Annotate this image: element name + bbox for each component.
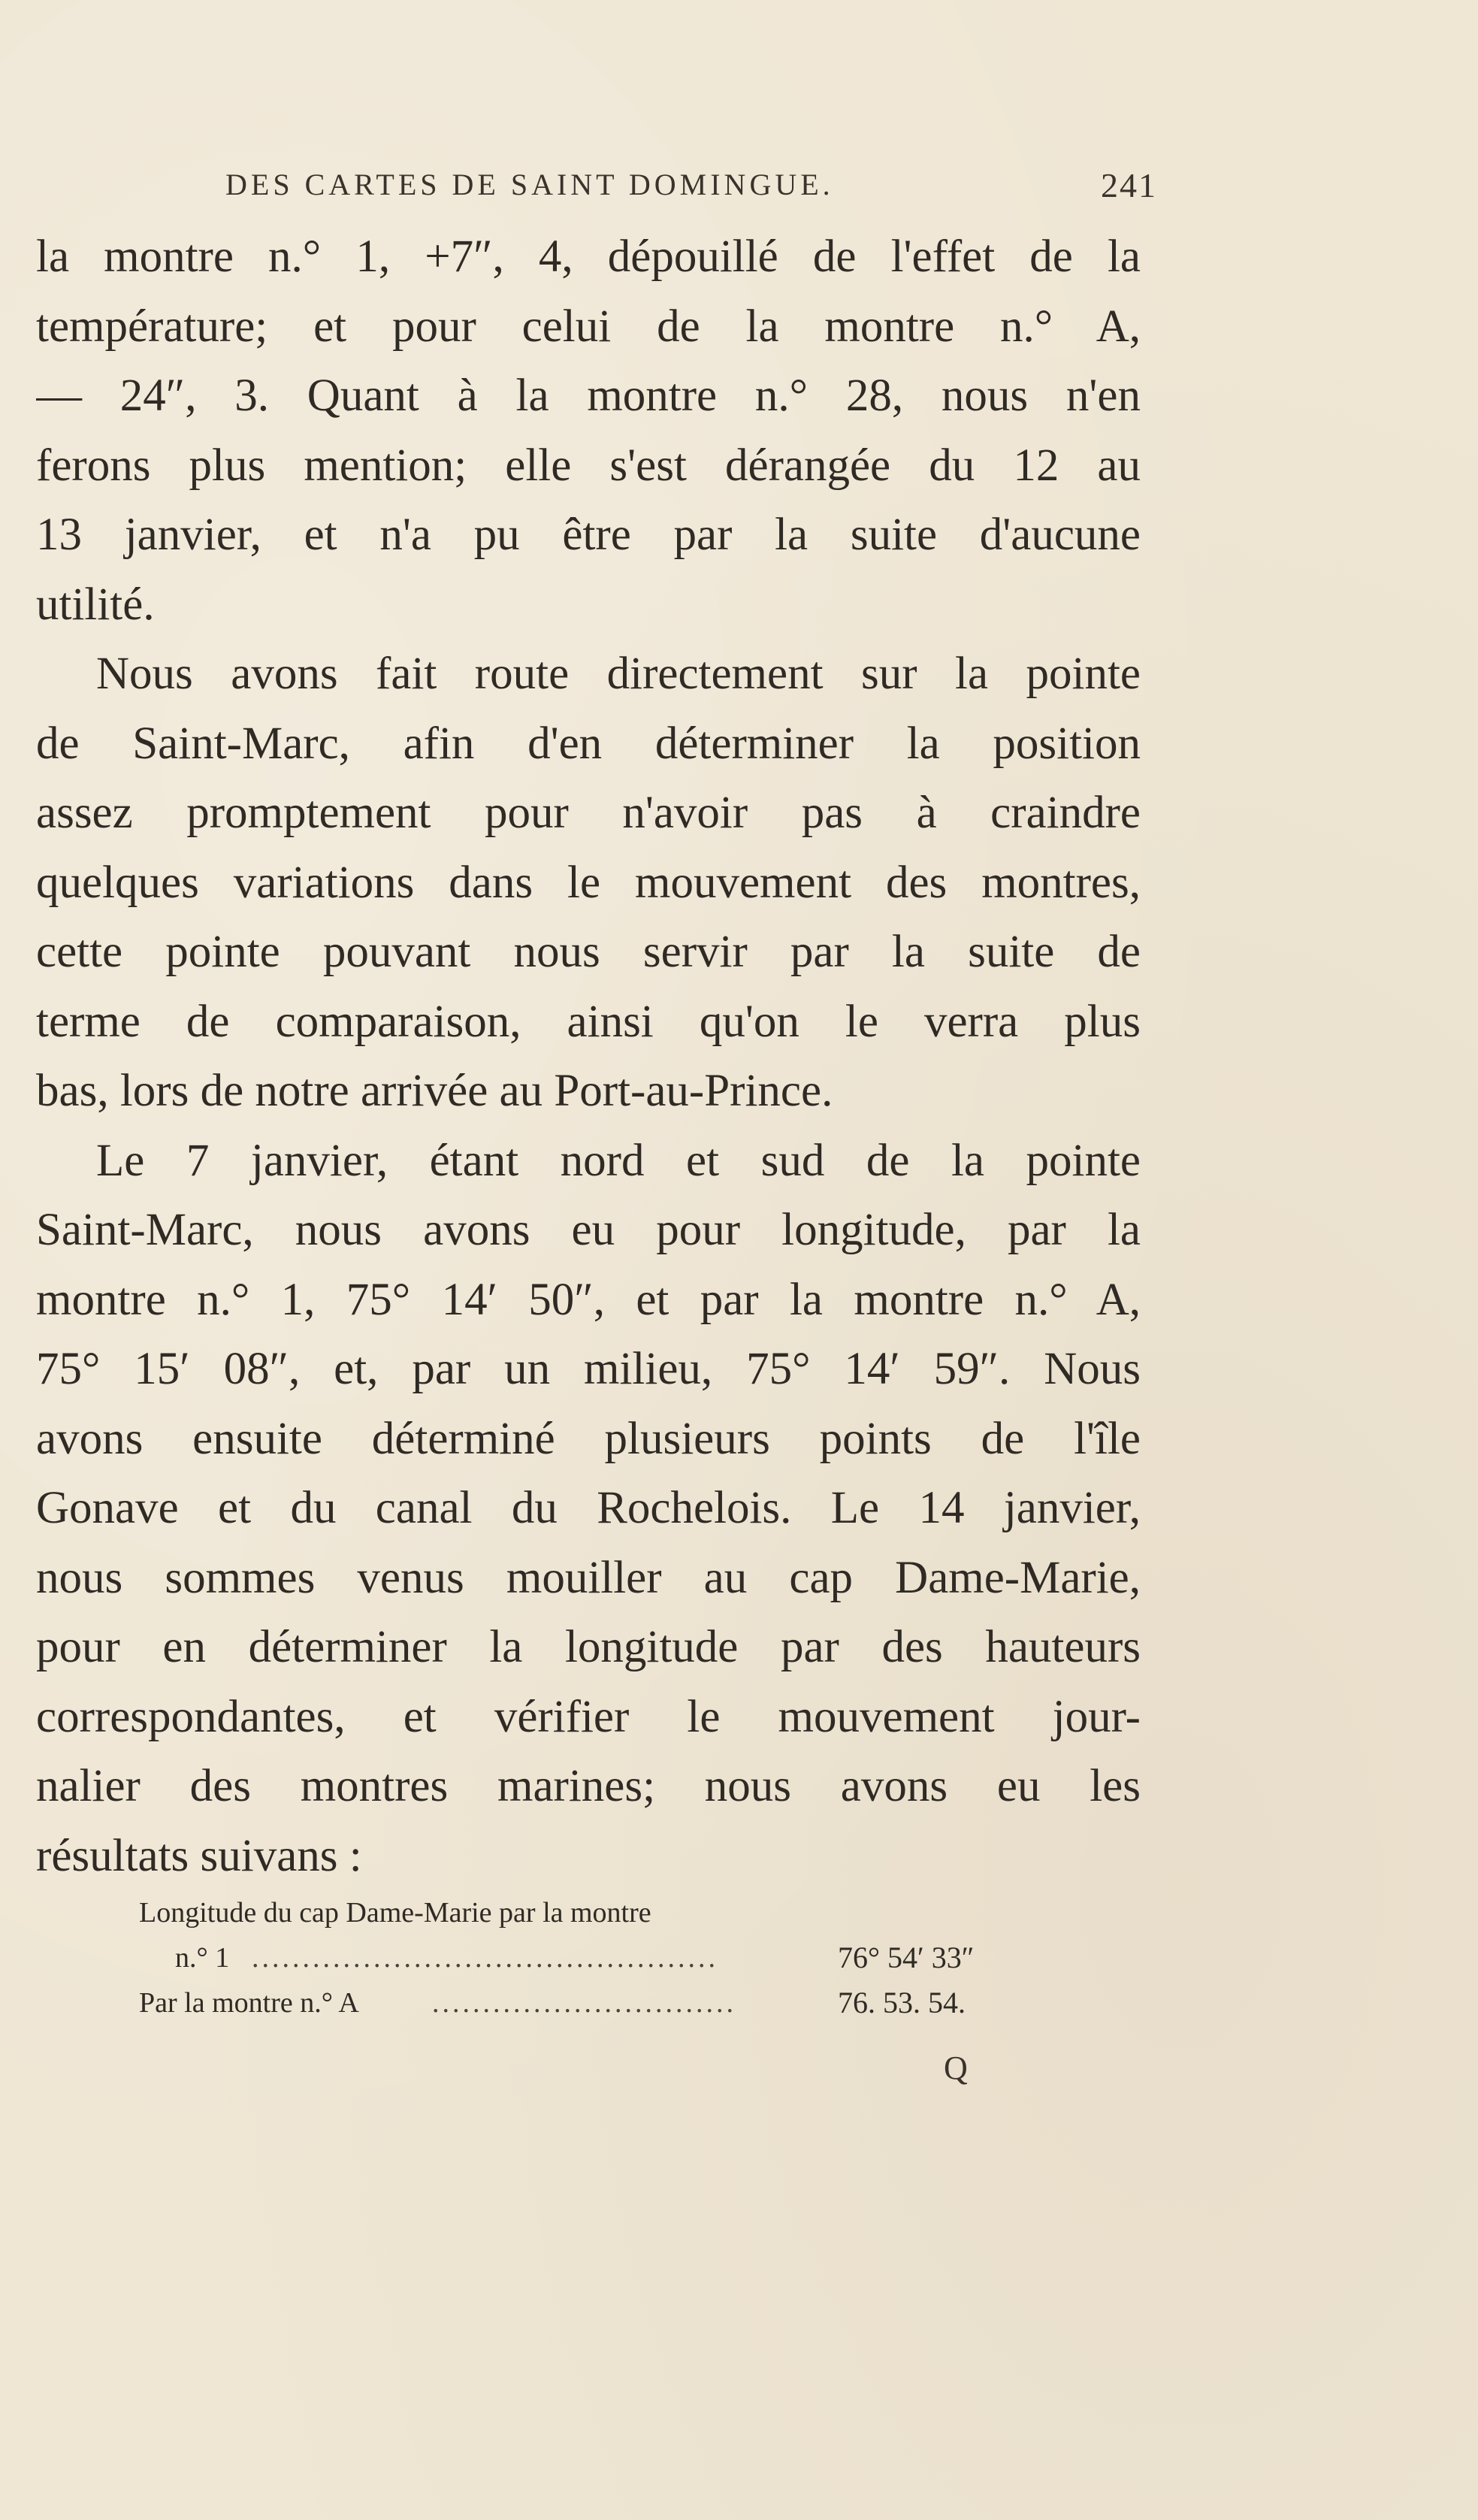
body-text (36, 222, 1141, 1891)
text-line: 13 janvier, et n'a pu être par la suite d'aucune (36, 510, 1141, 560)
text-line: Gonave et du canal du Rochelois. Le 14 janvier, (36, 1483, 1141, 1533)
table-row-value: 76. 53. 54. (838, 1986, 966, 2019)
text-line: ferons plus mention; elle s'est dérangée du 12 au (36, 440, 1141, 491)
text-line: montre n.° 1, 75° 14′ 50″, et par la montre n.° A, (36, 1274, 1141, 1325)
text-line: 75° 15′ 08″, et, par un milieu, 75° 14′ 59″. Nous (36, 1344, 1141, 1394)
text-line: nalier des montres marines; nous avons eu les (36, 1761, 1141, 1811)
text-line: Le 7 janvier, étant nord et sud de la pointe (96, 1135, 1141, 1186)
table-row-label: n.° 1 (175, 1942, 230, 1974)
page-number: 241 (1101, 166, 1157, 204)
dot-leader: .............................................. (252, 1942, 718, 1974)
text-line: Nous avons fait route directement sur la pointe (96, 649, 1141, 699)
text-line: cette pointe pouvant nous servir par la suite de (36, 927, 1141, 977)
text-line: quelques variations dans le mouvement des montres, (36, 857, 1141, 908)
text-line: température; et pour celui de la montre n.° A, (36, 301, 1141, 352)
table-row-value: 76° 54′ 33″ (838, 1941, 975, 1974)
text-line: de Saint-Marc, afin d'en déterminer la position (36, 718, 1141, 769)
text-line: nous sommes venus mouiller au cap Dame-Marie, (36, 1552, 1141, 1603)
text-line: pour en déterminer la longitude par des hauteurs (36, 1622, 1141, 1672)
table-row (139, 1980, 1026, 2025)
table-heading-row (139, 1890, 1026, 1935)
signature-mark: Q (944, 2050, 968, 2086)
text-line: assez promptement pour n'avoir pas à craindre (36, 788, 1141, 838)
text-line: Saint-Marc, nous avons eu pour longitude, par la (36, 1205, 1141, 1255)
table-row-label: Par la montre n.° A (139, 1987, 359, 2019)
text-line: résultats suivans : (36, 1830, 362, 1881)
table-row (139, 1935, 1026, 1980)
running-title: DES CARTES DE SAINT DOMINGUE. (225, 168, 834, 201)
running-head (225, 167, 1157, 212)
text-line: correspondantes, et vérifier le mouvement jour- (36, 1691, 1141, 1742)
text-line: avons ensuite déterminé plusieurs points de l'île (36, 1413, 1141, 1464)
table-heading: Longitude du cap Dame-Marie par la montre (139, 1897, 651, 1929)
text-line: — 24″, 3. Quant à la montre n.° 28, nous n'en (36, 371, 1141, 421)
text-line: bas, lors de notre arrivée au Port-au-Prince. (36, 1066, 833, 1116)
dot-leader: .............................. (432, 1987, 736, 2019)
text-line: utilité. (36, 579, 155, 630)
longitude-table (139, 1890, 1026, 2025)
text-line: terme de comparaison, ainsi qu'on le verra plus (36, 996, 1141, 1047)
text-line: la montre n.° 1, +7″, 4, dépouillé de l'effet de la (36, 231, 1141, 282)
